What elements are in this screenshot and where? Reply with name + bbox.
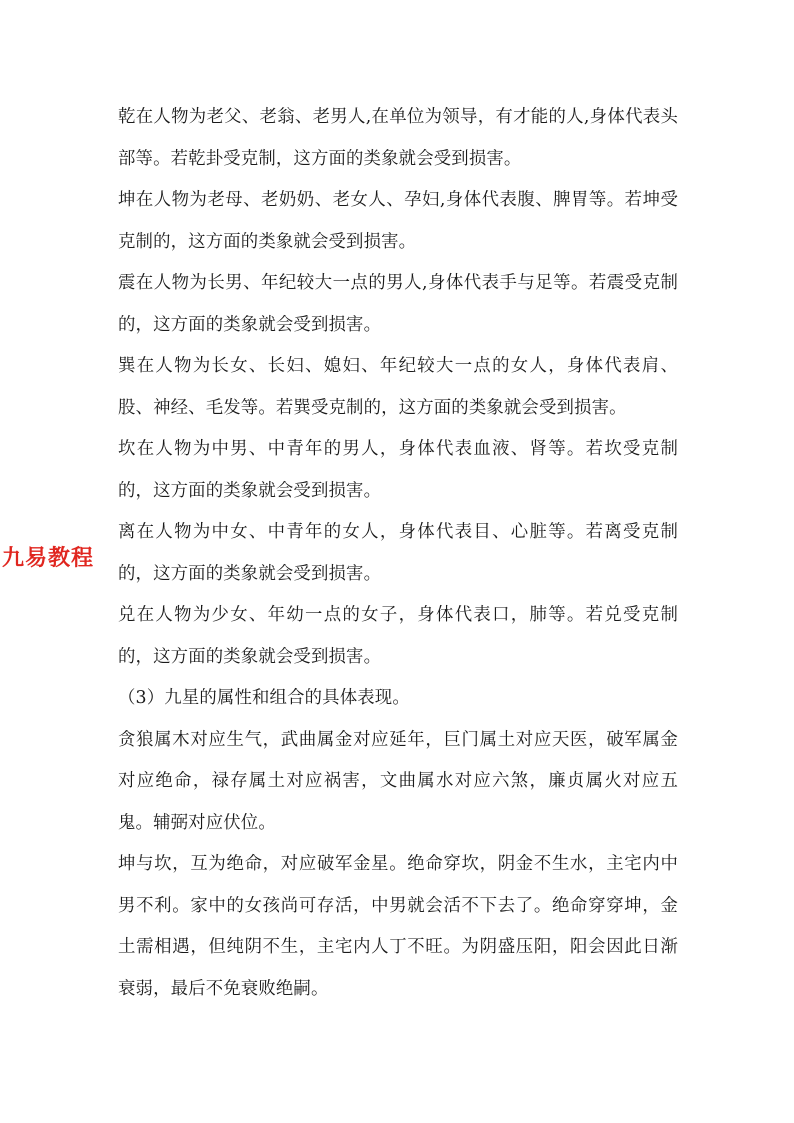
section-heading-nine-stars: （3）九星的属性和组合的具体表现。 [118,688,410,708]
paragraph-kan: 坎在人物为中男、中青年的男人，身体代表血液、肾等。若坎受克制的，这方面的类象就会受到损害。 [118,439,678,501]
paragraph-nine-stars: 贪狼属木对应生气，武曲属金对应延年，巨门属土对应天医，破军属金对应绝命，禄存属土对应祸害，文曲属水对应六煞，廉贞属火对应五鬼。辅弼对应伏位。 [118,729,678,833]
paragraph-zhen: 震在人物为长男、年纪较大一点的男人,身体代表手与足等。若震受克制的，这方面的类象就会受到损害。 [118,273,678,335]
paragraph-dui: 兑在人物为少女、年幼一点的女子，身体代表口，肺等。若兑受克制的，这方面的类象就会受到损害。 [118,605,678,667]
document-body [118,97,678,1010]
paragraph-li: 离在人物为中女、中青年的女人，身体代表目、心脏等。若离受克制的，这方面的类象就会受到损害。 [118,522,678,584]
watermark-logo-text: 九易教程 [2,546,95,571]
paragraph-kun-kan: 坤与坎，互为绝命，对应破军金星。绝命穿坎，阴金不生水，主宅内中男不利。家中的女孩尚可存活，中男就会活不下去了。绝命穿穿坤，金土需相遇，但纯阴不生，主宅内人丁不旺。为阴盛压阳，阳会因此日渐衰弱，最后不免衰败绝嗣。 [118,854,678,999]
paragraph-xun: 巽在人物为长女、长妇、媳妇、年纪较大一点的女人，身体代表肩、股、神经、毛发等。若巽受克制的，这方面的类象就会受到损害。 [118,356,678,418]
paragraph-qian: 乾在人物为老父、老翁、老男人,在单位为领导，有才能的人,身体代表头部等。若乾卦受克制，这方面的类象就会受到损害。 [118,107,678,169]
paragraph-kun: 坤在人物为老母、老奶奶、老女人、孕妇,身体代表腹、脾胃等。若坤受克制的，这方面的类象就会受到损害。 [118,190,678,252]
